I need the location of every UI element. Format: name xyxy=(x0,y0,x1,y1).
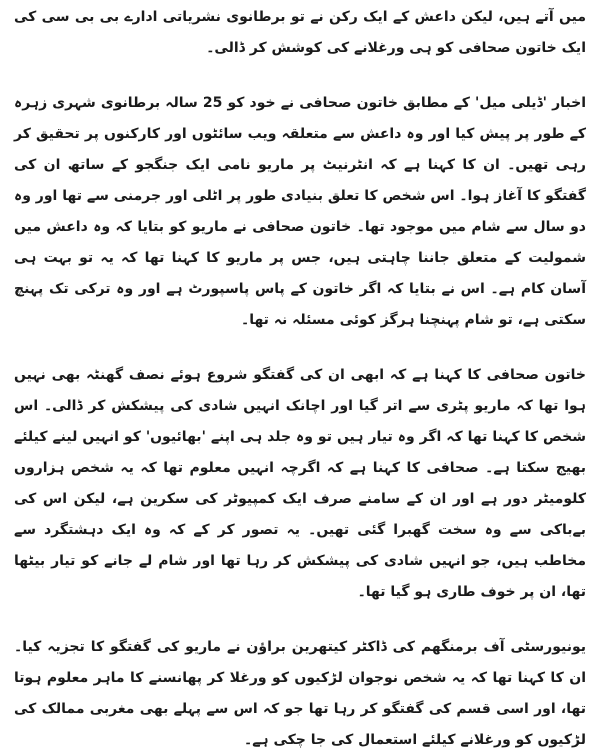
paragraph-marriage-proposal: خاتون صحافی کا کہنا ہے کہ ابھی ان کی گفتگو شروع ہوئے نصف گھنٹہ بھی نہیں ہوا تھا کہ ماریو پٹری سے اتر گیا اور اچانک انہیں شادی کی پیشکش کر ڈالی۔ اس شخص کا کہنا تھا کہ اگر وہ تیار ہیں تو وہ جلد ہی اپنے 'بھائیوں' کو انہیں لینے کیلئے بھیج سکتا ہے۔ صحافی کا کہنا ہے کہ اگرچہ انہیں معلوم تھا کہ یہ شخص ہزاروں کلومیٹر دور ہے اور ان کے سامنے صرف ایک کمپیوٹر کی سکرین ہے، لیکن اس کی بےباکی سے وہ سخت گھبرا گئی تھیں۔ یہ تصور کر کے کہ وہ ایک دہشتگرد سے مخاطب ہیں، جو انہیں شادی کی پیشکش کر رہا تھا اور شام لے جانے کو تیار بیٹھا تھا، ان پر خوف طاری ہو گیا تھا۔ xyxy=(14,367,586,600)
article-body xyxy=(14,0,586,748)
paragraph-expert-analysis: یونیورسٹی آف برمنگھم کی ڈاکٹر کیتھرین براؤن نے ماریو کی گفتگو کا تجزیہ کیا۔ ان کا کہنا تھا کہ یہ شخص نوجوان لڑکیوں کو ورغلا کر پھانسنے کا ماہر معلوم ہوتا تھا، اور اسی قسم کی گفتگو کر رہا تھا جو کہ اس سے پہلے بھی مغربی ممالک کی لڑکیوں کو ورغلانے کیلئے استعمال کی جا چکی ہے۔ xyxy=(14,639,586,748)
paragraph-intro: میں آتے ہیں، لیکن داعش کے ایک رکن نے تو برطانوی نشریاتی ادارے بی بی سی کی ایک خاتون صحافی کو ہی ورغلانے کی کوشش کر ڈالی۔ xyxy=(14,9,586,56)
paragraph-daily-mail-report: اخبار 'ڈیلی میل' کے مطابق خاتون صحافی نے خود کو 25 سالہ برطانوی شہری زہرہ کے طور پر پیش کیا اور وہ داعش سے متعلقہ ویب سائٹوں اور کارکنوں پر تحقیق کر رہی تھیں۔ ان کا کہنا ہے کہ انٹرنیٹ پر ماریو نامی ایک جنگجو کے ساتھ ان کی گفتگو کا آغاز ہوا۔ اس شخص کا تعلق بنیادی طور پر اٹلی اور جرمنی سے تھا اور وہ دو سال سے شام میں موجود تھا۔ خاتون صحافی نے ماریو کو بتایا کہ وہ داعش میں شمولیت کے متعلق جاننا چاہتی ہیں، جس پر ماریو کا کہنا تھا کہ یہ تو بہت ہی آسان کام ہے۔ اس نے بتایا کہ اگر خاتون کے پاس پاسپورٹ ہے اور وہ ترکی تک پہنچ سکتی ہے، تو شام پہنچنا ہرگز کوئی مسئلہ نہ تھا۔ xyxy=(14,95,586,328)
